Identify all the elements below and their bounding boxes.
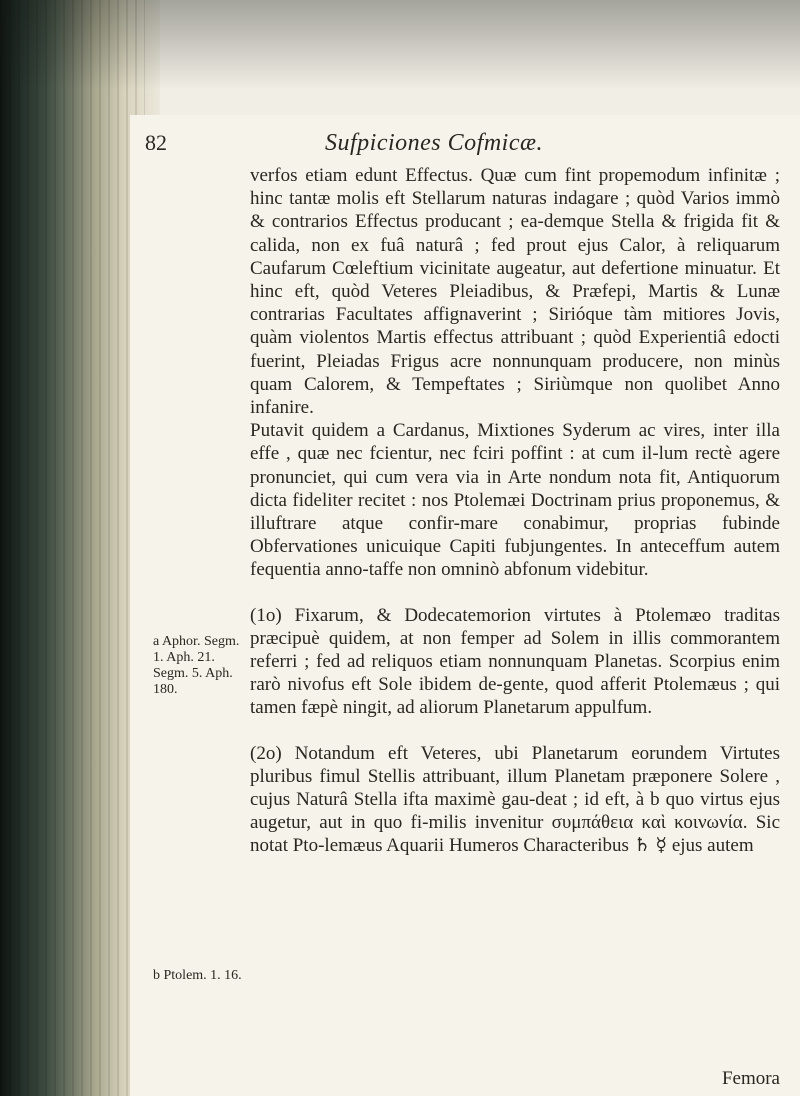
top-shadow — [0, 0, 800, 90]
margin-note-b: b Ptolem. 1. 16. — [153, 968, 242, 983]
running-head — [145, 130, 785, 160]
paragraph-3: (1o) Fixarum, & Dodecatemorion virtutes à Ptolemæo traditas præcipuè quidem, at non femper ad Solem in illis commorantem referri ; fed ad reliquos etiam nonnunquam Planetas. Scorpius enim rarò nivofus eft Sole ibidem de-gente, quod afferit Ptolemæus ; qui tamen fæpè ningit, ad aliorum Planetarum appulfum. — [250, 604, 780, 719]
paragraph-gap — [250, 582, 780, 604]
binding-texture — [0, 0, 145, 1096]
paragraph-gap — [250, 720, 780, 742]
main-text — [250, 164, 780, 858]
paragraph-2: Putavit quidem a Cardanus, Mixtiones Syderum ac vires, inter illa effe , quæ nec fcientur, nec fciri poffint : at cum il-lum rectè agere pronunciet, qui cum vera via in Arte nondum nota fit, Antiquorum dicta fideliter recitet : nos Ptolemæi Doctrinam prius proponemus, & illuftrare atque confir-mare conabimur, proprias fubinde Obfervationes unicuique Capiti fubjungentes. In anteceffum autem fequentia anno-taffe non omninò abfonum videbitur. — [250, 420, 780, 581]
paragraph-1: verfos etiam edunt Effectus. Quæ cum fint propemodum infinitæ ; hinc tantæ molis eft Stellarum naturas indagare ; quòd Varios immò & contrarios Effectus producant ; ea-demque Stella & frigida fit & calida, non ex fuâ naturâ ; fed prout ejus Calor, à reliquarum Caufarum Cœleftium vicinitate augeatur, aut defertione minuatur. Et hinc eft, quòd Veteres Pleiadibus, & Præfepi, Martis & Lunæ contrarias Facultates affignaverint ; Sirióque tàm mitiores Jovis, quàm violentos Martis effectus attribuant ; quòd Experientiâ edocti fuerint, Pleiadas Frigus acre nonnunquam producere, non minùs quam Calorem, & Tempeftates ; Siriùmque non quolibet Anno infanire. — [250, 165, 780, 419]
margin-note-a: a Aphor. Segm. 1. Aph. 21. Segm. 5. Aph. 180. — [153, 634, 240, 697]
catchword: Femora — [721, 1068, 780, 1089]
paragraph-4: (2o) Notandum eft Veteres, ubi Planetarum eorundem Virtutes pluribus fimul Stellis attribuant, illum Planetam præponere Solere , cujus Naturâ Stella ifta maximè gau-deat ; id eft, à b quo virtus ejus augetur, aut in quo fi-milis invenitur συμπάθεια καὶ κοινωνία. Sic notat Pto-lemæus Aquarii Humeros Characteribus ♄ ☿ ejus autem — [250, 742, 780, 857]
page-title: Sufpiciones Cofmicæ. — [325, 130, 543, 156]
page-number: 82 — [145, 130, 167, 155]
